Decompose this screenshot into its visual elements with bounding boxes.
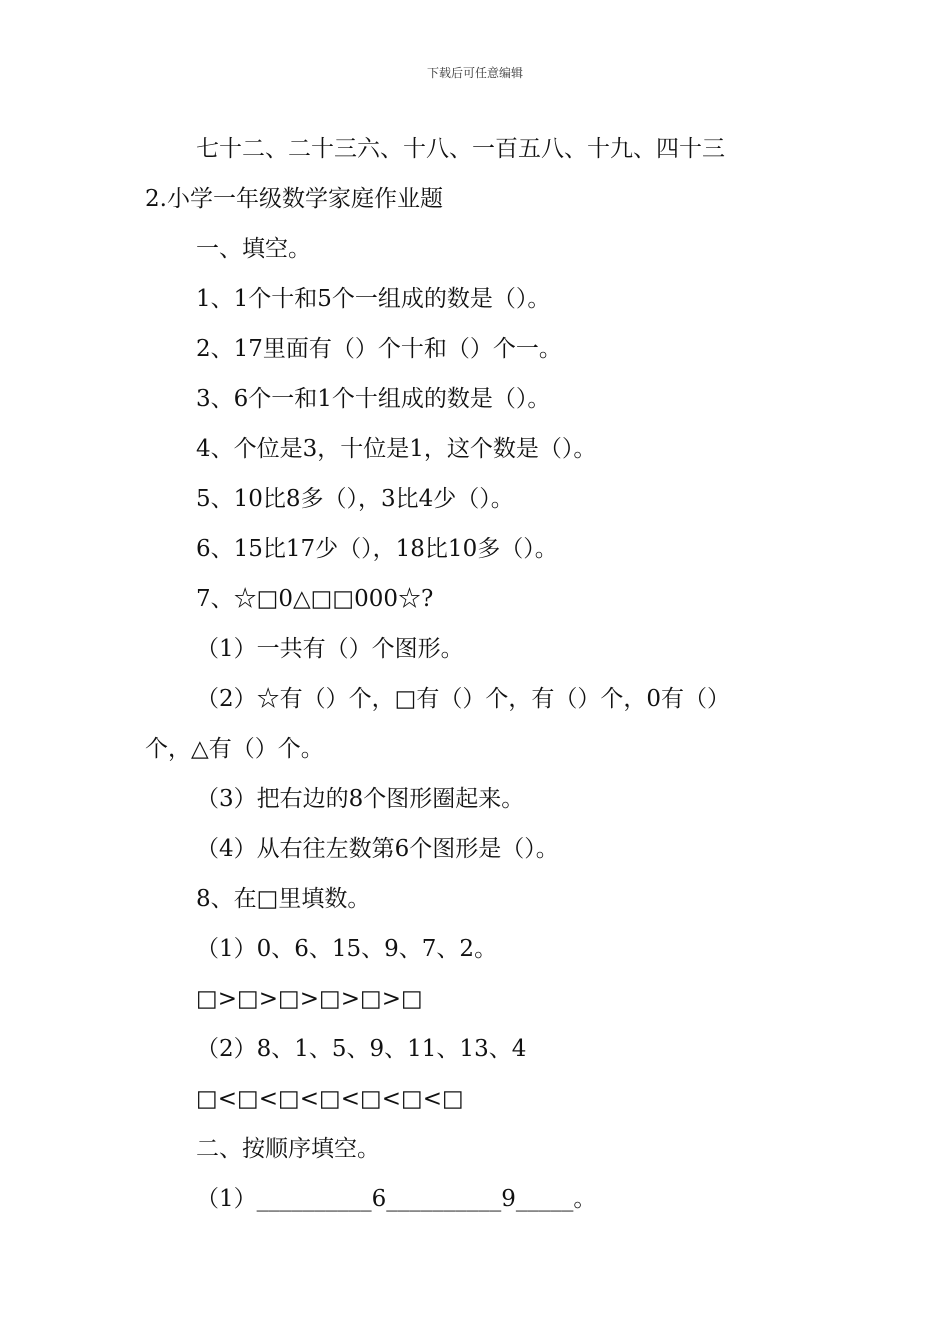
question-line: 2、17里面有（）个十和（）个一。 [196,336,562,362]
question-line: 个，△有（）个。 [145,736,324,762]
question-line: 7、☆□0△□□000☆? [196,586,434,612]
question-line: 3、6个一和1个十组成的数是（）。 [196,386,551,412]
section-title: 2.小学一年级数学家庭作业题 [145,186,443,212]
question-line: 8、在□里填数。 [196,886,371,912]
question-line: 5、10比8多（），3比4少（）。 [196,486,514,512]
question-line: □<□<□<□<□<□<□ [196,1086,464,1112]
section-heading: 一、填空。 [196,236,311,262]
question-line: □>□>□>□>□>□ [196,986,423,1012]
question-line: 4、个位是3，十位是1，这个数是（）。 [196,436,597,462]
question-line: （1）__________6__________9_____。 [196,1186,597,1212]
question-line: （1）0、6、15、9、7、2。 [196,936,498,962]
question-line: （3）把右边的8个图形圈起来。 [196,786,525,812]
text-line: 七十二、二十三六、十八、一百五八、十九、四十三 [196,136,725,162]
section-heading: 二、按顺序填空。 [196,1136,380,1162]
question-line: （4）从右往左数第6个图形是（）。 [196,836,559,862]
question-line: （2）8、1、5、9、11、13、4 [196,1036,527,1062]
question-line: 1、1个十和5个一组成的数是（）。 [196,286,551,312]
question-line: （1）一共有（）个图形。 [196,636,464,662]
question-line: （2）☆有（）个，□有（）个，有（）个，0有（） [196,686,730,712]
page-header: 下载后可任意编辑 [426,66,523,80]
question-line: 6、15比17少（），18比10多（）。 [196,536,558,562]
